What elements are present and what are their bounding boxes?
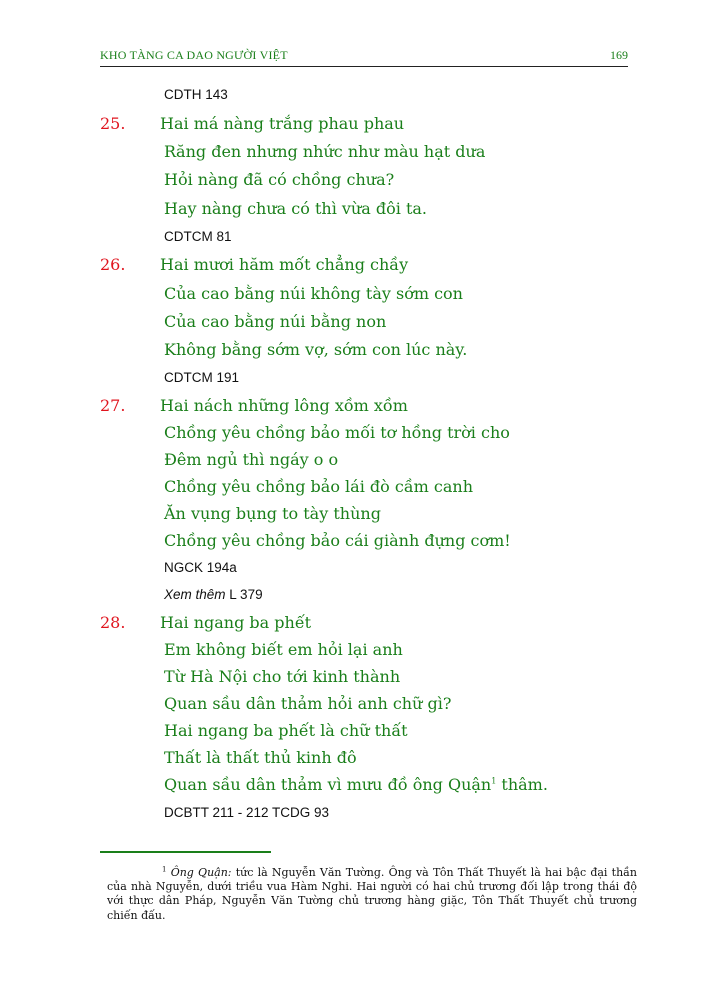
footnote — [107, 866, 637, 923]
verse-line — [164, 775, 548, 794]
footnote-term: Ông Quận: — [170, 866, 232, 879]
footnote-text: tức là Nguyễn Văn Tường. Ông và Tôn Thất Thuyết là hai bậc đại thần của nhà Nguyễn, dưới triều vua Hàm Nghi. Hai người có hai chủ trương đối lập trong thái độ với thực dân Pháp, Nguyễn Văn Tường chủ trương hàng giặc, Tôn Thất Thuyết chủ trương chiến đấu. — [107, 866, 637, 922]
verse-line-text: Quan sầu dân thảm vì mưu đồ ông Quận — [164, 775, 492, 794]
verse-line-text: thâm. — [496, 775, 548, 794]
verse-line: Em không biết em hỏi lại anh — [164, 640, 403, 659]
verse-line: Không bằng sớm vợ, sớm con lúc này. — [164, 340, 468, 359]
footnote-divider — [100, 851, 271, 853]
verse-line: Hỏi nàng đã có chồng chưa? — [164, 170, 395, 189]
see-also-reference: L 379 — [229, 587, 263, 602]
verse-number: 27. — [100, 396, 126, 415]
verse-first-line: Hai ngang ba phết — [160, 613, 312, 632]
footnote-number: 1 — [162, 865, 167, 874]
verse-line: Đêm ngủ thì ngáy o o — [164, 450, 339, 469]
source-reference: CDTH 143 — [164, 87, 228, 102]
verse-number: 28. — [100, 613, 126, 632]
book-title: KHO TÀNG CA DAO NGƯỜI VIỆT — [100, 48, 288, 62]
verse-line: Hay nàng chưa có thì vừa đôi ta. — [164, 199, 428, 218]
verse-line: Hai ngang ba phết là chữ thất — [164, 721, 408, 740]
source-reference: DCBTT 211 - 212 TCDG 93 — [164, 805, 330, 820]
verse-line: Thất là thất thủ kinh đô — [164, 748, 357, 767]
see-also — [164, 587, 263, 602]
verse-line: Của cao bằng núi bằng non — [164, 312, 387, 331]
source-reference: CDTCM 191 — [164, 370, 240, 385]
source-reference: NGCK 194a — [164, 560, 237, 575]
verse-line: Ăn vụng bụng to tày thùng — [164, 504, 381, 523]
verse-line: Chồng yêu chồng bảo cái giành đựng cơm! — [164, 531, 511, 550]
verse-line: Chồng yêu chồng bảo lái đò cầm canh — [164, 477, 474, 496]
source-reference: CDTCM 81 — [164, 229, 232, 244]
verse-first-line: Hai má nàng trắng phau phau — [160, 114, 405, 133]
page-number: 169 — [610, 48, 628, 62]
verse-line: Của cao bằng núi không tày sớm con — [164, 284, 463, 303]
verse-line: Răng đen nhưng nhức như màu hạt dưa — [164, 142, 486, 161]
verse-first-line: Hai nách những lông xồm xồm — [160, 396, 408, 415]
verse-line: Quan sầu dân thảm hỏi anh chữ gì? — [164, 694, 452, 713]
verse-line: Chồng yêu chồng bảo mối tơ hồng trời cho — [164, 423, 510, 442]
footnote-marker[interactable]: 1 — [491, 776, 497, 786]
running-header — [100, 48, 628, 67]
verse-line: Từ Hà Nội cho tới kinh thành — [164, 667, 401, 686]
verse-first-line: Hai mươi hăm mốt chẳng chầy — [160, 255, 409, 274]
see-also-label: Xem thêm — [164, 587, 226, 602]
verse-number: 25. — [100, 114, 126, 133]
verse-number: 26. — [100, 255, 126, 274]
